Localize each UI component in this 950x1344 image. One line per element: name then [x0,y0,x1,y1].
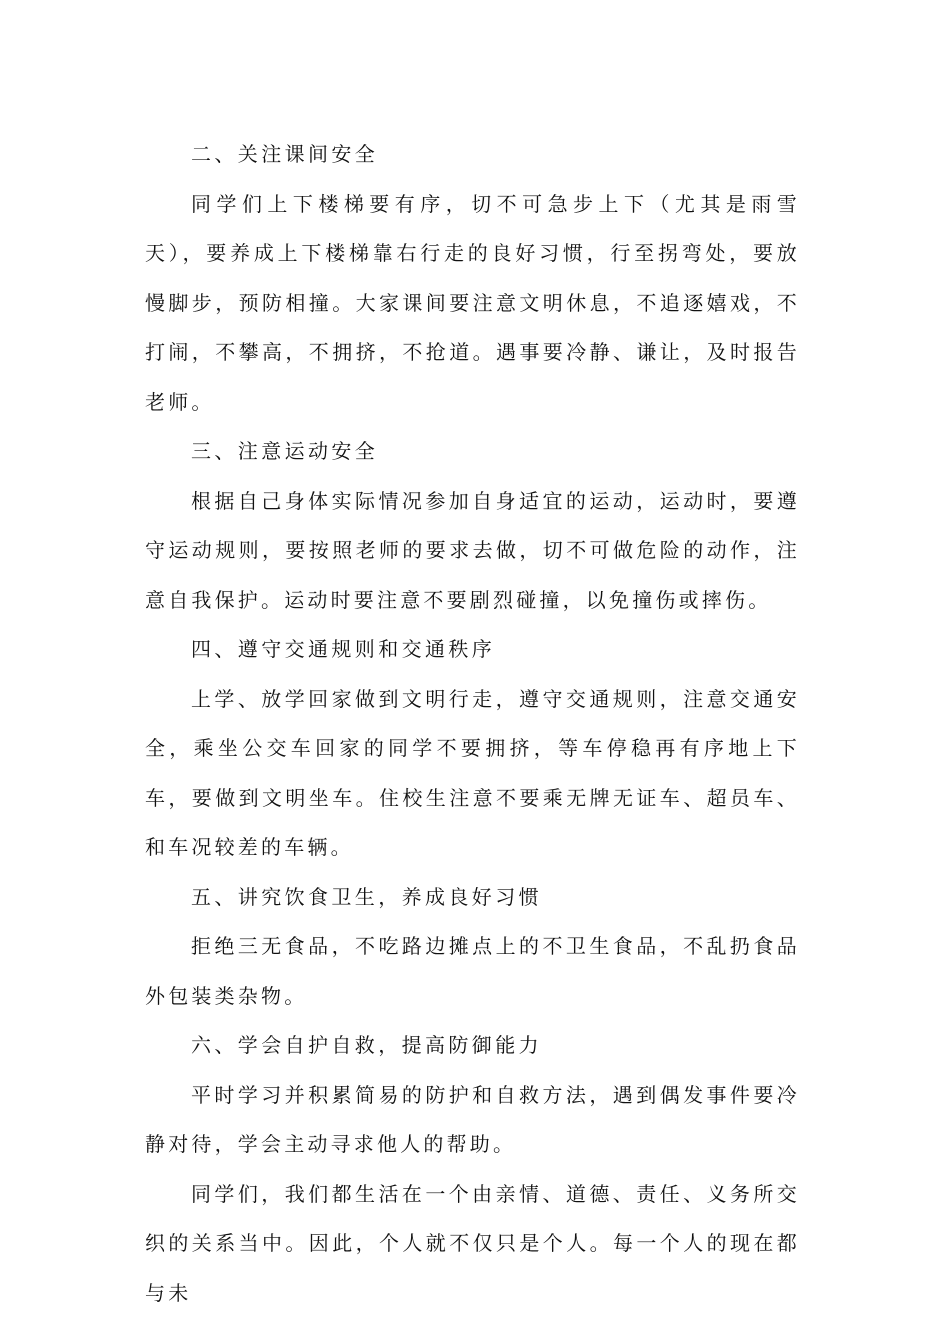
paragraph-sports-safety: 根据自己身体实际情况参加自身适宜的运动，运动时，要遵守运动规则，要按照老师的要求去做，切不可做危险的动作，注意自我保护。运动时要注意不要剧烈碰撞，以免撞伤或摔伤。 [145,488,800,612]
section-heading-food-hygiene: 五、讲究饮食卫生，养成良好习惯 [191,884,542,909]
section-heading-traffic-rules: 四、遵守交通规则和交通秩序 [191,637,496,661]
section-heading-class-break-safety: 二、关注课间安全 [191,142,379,166]
section-heading-sports-safety: 三、注意运动安全 [191,439,379,463]
section-heading-self-protection: 六、学会自护自救，提高防御能力 [191,1033,542,1057]
paragraph-closing: 同学们，我们都生活在一个由亲情、道德、责任、义务所交织的关系当中。因此，个人就不仅只是个人。每一个人的现在都与未 [145,1181,800,1305]
paragraph-food-hygiene: 拒绝三无食品，不吃路边摊点上的不卫生食品，不乱扔食品外包装类杂物。 [145,934,800,1008]
document-body [145,130,800,1318]
paragraph-class-break-safety: 同学们上下楼梯要有序，切不可急步上下（尤其是雨雪天），要养成上下楼梯靠右行走的良好习惯，行至拐弯处，要放慢脚步，预防相撞。大家课间要注意文明休息，不追逐嬉戏，不打闹，不攀高，不拥挤，不抢道。遇事要冷静、谦让，及时报告老师。 [145,191,800,414]
paragraph-self-protection: 平时学习并积累简易的防护和自救方法，遇到偶发事件要冷静对待，学会主动寻求他人的帮助。 [145,1082,800,1156]
paragraph-traffic-rules: 上学、放学回家做到文明行走，遵守交通规则，注意交通安全，乘坐公交车回家的同学不要拥挤，等车停稳再有序地上下车，要做到文明坐车。住校生注意不要乘无牌无证车、超员车、和车况较差的车辆。 [145,686,800,859]
